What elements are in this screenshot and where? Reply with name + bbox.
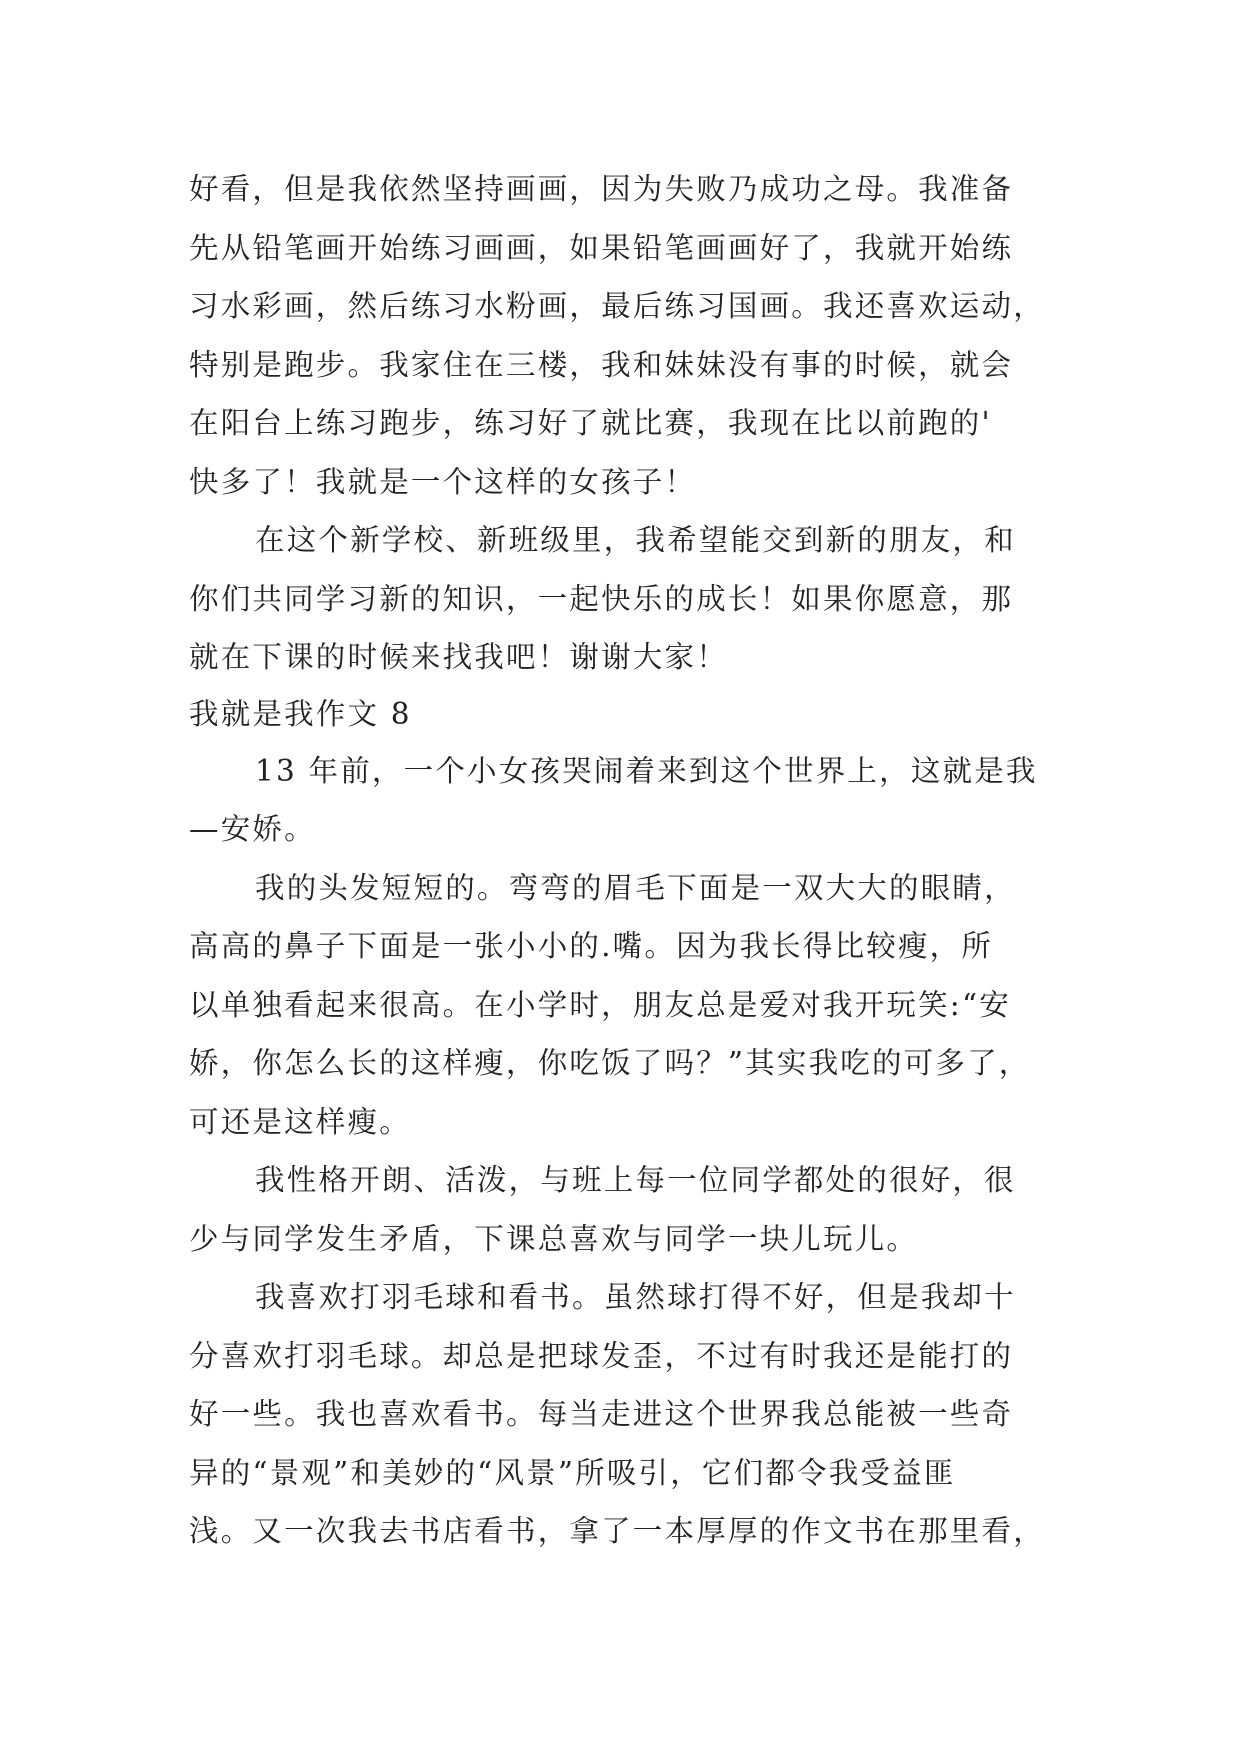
paragraph-start-line: 我性格开朗、活泼，与班上每一位同学都处的很好，很 <box>255 1163 1016 1197</box>
paragraph-start-line: 在这个新学校、新班级里，我希望能交到新的朋友，和 <box>255 523 1016 557</box>
text-line: 先从铅笔画开始练习画画，如果铅笔画画好了，我就开始练 <box>189 230 1014 265</box>
text-line: 可还是这样瘦。 <box>189 1104 411 1139</box>
text-line: 异的“景观”和美妙的“风景”所吸引，它们都令我受益匪 <box>189 1455 956 1490</box>
text-line: 少与同学发生矛盾，下课总喜欢与同学一块儿玩儿。 <box>189 1221 919 1256</box>
text-line: —安娇。 <box>189 812 316 846</box>
text-line: 好看，但是我依然坚持画画，因为失败乃成功之母。我准备 <box>189 172 1014 206</box>
paragraph-start-line: 我喜欢打羽毛球和看书。虽然球打得不好，但是我却十 <box>255 1280 1016 1314</box>
text-line: 以单独看起来很高。在小学时，朋友总是爱对我开玩笑:“安 <box>189 987 1011 1022</box>
text-line: 就在下课的时候来找我吧！谢谢大家！ <box>189 640 728 674</box>
text-line: 浅。又一次我去书店看书，拿了一本厚厚的作文书在那里看， <box>189 1514 1045 1548</box>
text-line: 娇，你怎么长的这样瘦，你吃饭了吗？”其实我吃的可多了， <box>189 1046 1031 1080</box>
text-line: 在阳台上练习跑步，练习好了就比赛，我现在比以前跑的' <box>189 406 992 440</box>
text-line: 习水彩画，然后练习水粉画，最后练习国画。我还喜欢运动， <box>189 289 1045 323</box>
text-line: 高高的鼻子下面是一张小小的.嘴。因为我长得比较瘦，所 <box>189 929 994 963</box>
paragraph-start-line: 我的头发短短的。弯弯的眉毛下面是一双大大的眼睛， <box>255 870 1016 905</box>
text-line: 你们共同学习新的知识，一起快乐的成长！如果你愿意，那 <box>189 581 1014 616</box>
paragraph-start-line: 13 年前，一个小女孩哭闹着来到这个世界上，这就是我 <box>255 753 1038 788</box>
text-line: 特别是跑步。我家住在三楼，我和妹妹没有事的时候，就会 <box>189 347 1014 382</box>
text-line: 分喜欢打羽毛球。却总是把球发歪，不过有时我还是能打的 <box>189 1338 1014 1373</box>
essay-body <box>189 160 1069 1561</box>
section-title: 我就是我作文 8 <box>189 696 412 731</box>
text-line: 快多了！我就是一个这样的女孩子！ <box>189 464 697 499</box>
text-line: 好一些。我也喜欢看书。每当走进这个世界我总能被一些奇 <box>189 1397 1014 1431</box>
